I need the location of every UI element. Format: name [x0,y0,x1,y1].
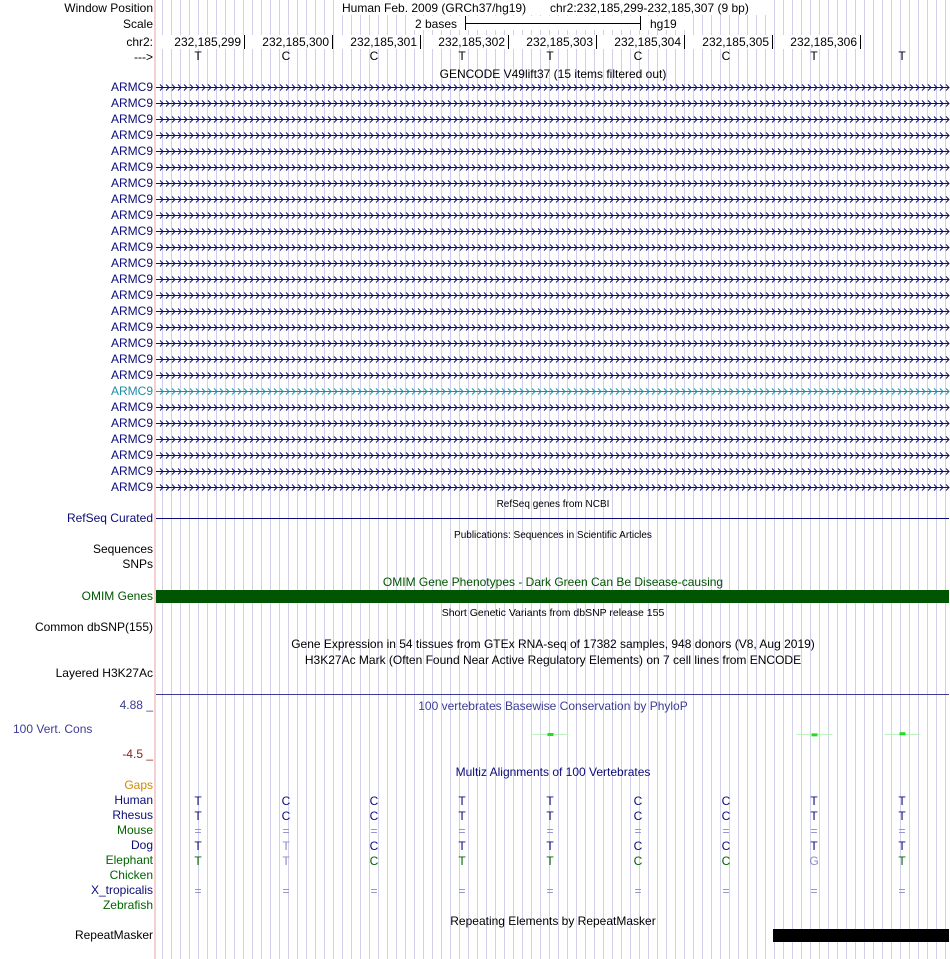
alignment-base: = [898,884,906,898]
gencode-transcript[interactable] [156,325,949,331]
chrom-label: chr2: [126,35,153,49]
species-label[interactable]: Mouse [116,823,153,837]
gencode-transcript[interactable] [156,101,949,107]
coordinate-label: 232,185,304 [614,35,681,49]
alignment-base: T [810,794,818,808]
alignment-base: = [546,824,554,838]
alignment-base: = [194,824,202,838]
window-position-label: Window Position [64,1,153,15]
alignment-base: C [633,794,643,808]
gencode-transcript[interactable] [156,261,949,267]
alignment-base: = [370,824,378,838]
alignment-base: = [546,884,554,898]
gencode-transcript[interactable] [156,485,949,491]
scale-text: 2 bases [415,17,458,31]
alignment-base: C [369,839,379,853]
gencode-gene-label[interactable]: ARMC9 [110,384,153,398]
alignment-base: = [634,884,642,898]
multiz-track-title[interactable]: Multiz Alignments of 100 Vertebrates [455,765,651,779]
alignment-base: T [810,839,818,853]
alignment-base: = [722,884,730,898]
gencode-gene-label[interactable]: ARMC9 [110,160,153,174]
gencode-gene-label[interactable]: ARMC9 [110,224,153,238]
alignment-base: T [458,839,466,853]
gencode-gene-label[interactable]: ARMC9 [110,208,153,222]
gencode-transcript[interactable] [156,293,949,299]
gencode-gene-label[interactable]: ARMC9 [110,240,153,254]
gencode-transcript[interactable] [156,117,949,123]
alignment-base: T [898,809,906,823]
alignment-base: T [282,839,290,853]
species-label[interactable]: Chicken [109,868,153,882]
coordinate-label: 232,185,299 [174,35,241,49]
omim-genes-label[interactable]: OMIM Genes [81,589,153,603]
coordinate-label: 232,185,300 [262,35,329,49]
alignment-base: T [194,809,202,823]
species-label[interactable]: Zebrafish [102,898,153,912]
scale-db: hg19 [650,17,677,31]
alignment-base: = [898,824,906,838]
conservation-bar [812,733,818,736]
reference-base: C [281,49,291,63]
alignment-base: T [546,854,554,868]
alignment-base: = [458,824,466,838]
gencode-gene-label[interactable]: ARMC9 [110,320,153,334]
omim-gene-bar [156,590,949,603]
gencode-track-title[interactable]: GENCODE V49lift37 (15 items filtered out) [439,67,667,81]
gencode-gene-label[interactable]: ARMC9 [110,256,153,270]
position-title[interactable]: chr2:232,185,299-232,185,307 (9 bp) [550,1,749,15]
refseq-track-title[interactable]: RefSeq genes from NCBI [496,499,610,510]
gencode-gene-label[interactable]: ARMC9 [110,96,153,110]
gencode-gene-label[interactable]: ARMC9 [110,480,153,494]
reference-base: C [721,49,731,63]
alignment-base: T [194,854,202,868]
gencode-transcript[interactable] [156,453,949,459]
gencode-transcript[interactable] [156,149,949,155]
alignment-base: C [721,794,731,808]
alignment-base: = [722,824,730,838]
alignment-base: = [282,884,290,898]
alignment-base: = [810,824,818,838]
repeatmasker-element [773,929,949,942]
reference-base: C [633,49,643,63]
gencode-transcript[interactable] [156,245,949,251]
alignment-base: = [634,824,642,838]
gencode-gene-label[interactable]: ARMC9 [110,80,153,94]
gaps-label[interactable]: Gaps [124,778,153,792]
reference-base: T [898,49,906,63]
alignment-base: T [898,839,906,853]
alignment-base: C [281,794,291,808]
gencode-gene-label[interactable]: ARMC9 [110,192,153,206]
species-label[interactable]: Elephant [105,853,153,867]
species-label[interactable]: Rhesus [112,808,153,822]
gencode-gene-label[interactable]: ARMC9 [110,416,153,430]
alignment-base: T [898,794,906,808]
coordinate-label: 232,185,303 [526,35,593,49]
alignment-base: = [810,884,818,898]
gencode-transcript[interactable] [156,133,949,139]
reference-base: T [810,49,818,63]
alignment-base: T [898,854,906,868]
gencode-gene-label[interactable]: ARMC9 [110,128,153,142]
sequences-label[interactable]: Sequences [92,542,153,556]
gencode-transcript[interactable] [156,389,949,395]
alignment-base: T [810,809,818,823]
gencode-transcript[interactable] [156,469,949,475]
coordinate-label: 232,185,302 [438,35,505,49]
gencode-gene-label[interactable]: ARMC9 [110,368,153,382]
gencode-transcript[interactable] [156,213,949,219]
alignment-base: C [369,794,379,808]
alignment-base: C [633,854,643,868]
gencode-gene-label[interactable]: ARMC9 [110,112,153,126]
alignment-base: C [633,809,643,823]
coordinate-label: 232,185,301 [350,35,417,49]
gencode-gene-label[interactable]: ARMC9 [110,400,153,414]
reference-base: T [546,49,554,63]
gencode-transcript[interactable] [156,437,949,443]
gencode-transcript[interactable] [156,357,949,363]
alignment-base: T [194,794,202,808]
gencode-transcript[interactable] [156,197,949,203]
alignment-base: C [369,809,379,823]
gencode-gene-label[interactable]: ARMC9 [110,464,153,478]
publications-track-title[interactable]: Publications: Sequences in Scientific Articles [454,530,652,541]
alignment-base: = [194,884,202,898]
repeatmasker-label[interactable]: RepeatMasker [74,928,153,942]
alignment-base: C [721,809,731,823]
omim-track-title[interactable]: OMIM Gene Phenotypes - Dark Green Can Be Disease-causing [382,575,724,589]
assembly-title: Human Feb. 2009 (GRCh37/hg19) [342,1,527,15]
alignment-base: C [281,809,291,823]
layered-h3k27ac-label[interactable]: Layered H3K27Ac [55,666,153,680]
alignment-base: T [546,839,554,853]
alignment-base: T [458,809,466,823]
alignment-base: T [282,854,290,868]
conservation-bar [900,732,906,735]
gencode-gene-label[interactable]: ARMC9 [110,432,153,446]
reference-base: T [194,49,202,63]
alignment-base: = [282,824,290,838]
alignment-base: = [458,884,466,898]
gencode-transcript[interactable] [156,341,949,347]
gencode-transcript[interactable] [156,229,949,235]
gencode-gene-label[interactable]: ARMC9 [110,336,153,350]
gencode-gene-label[interactable]: ARMC9 [110,288,153,302]
gencode-gene-label[interactable]: ARMC9 [110,448,153,462]
conservation-bar [548,733,554,736]
gencode-transcript[interactable] [156,405,949,411]
conservation-max-label: 4.88 _ [119,698,153,712]
conservation-label[interactable]: 100 Vert. Cons [13,722,93,736]
gencode-transcript[interactable] [156,277,949,283]
species-label[interactable]: Human [114,793,153,807]
alignment-base: T [546,794,554,808]
gencode-gene-label[interactable]: ARMC9 [110,176,153,190]
gencode-gene-label[interactable]: ARMC9 [110,304,153,318]
refseq-curated-label[interactable]: RefSeq Curated [66,511,153,525]
scale-label: Scale [122,17,153,31]
alignment-base: G [809,854,819,868]
conservation-track-title[interactable]: 100 vertebrates Basewise Conservation by PhyloP [418,699,688,713]
repeatmasker-track-title[interactable]: Repeating Elements by RepeatMasker [450,914,656,928]
alignment-base: C [721,839,731,853]
alignment-base: C [721,854,731,868]
alignment-base: C [369,854,379,868]
conservation-min-label: -4.5 _ [122,747,153,761]
alignment-base: T [458,854,466,868]
alignment-base: T [546,809,554,823]
species-label[interactable]: Dog [130,838,153,852]
coordinate-label: 232,185,305 [702,35,769,49]
alignment-base: = [370,884,378,898]
gencode-gene-label[interactable]: ARMC9 [110,144,153,158]
gencode-transcript[interactable] [156,181,949,187]
reference-base: C [369,49,379,63]
snps-label[interactable]: SNPs [122,557,153,571]
gencode-transcript[interactable] [156,309,949,315]
h3k27ac-track-title[interactable]: H3K27Ac Mark (Often Found Near Active Regulatory Elements) on 7 cell lines from ENCODE [304,653,802,667]
gencode-transcript[interactable] [156,421,949,427]
gencode-gene-label[interactable]: ARMC9 [110,352,153,366]
alignment-base: T [458,794,466,808]
gencode-transcript[interactable] [156,165,949,171]
species-label[interactable]: X_tropicalis [90,883,153,897]
gtex-track-title[interactable]: Gene Expression in 54 tissues from GTEx RNA-seq of 17382 samples, 948 donors (V8, Aug 2019) [291,637,815,651]
alignment-base: C [633,839,643,853]
gencode-transcript[interactable] [156,373,949,379]
gencode-gene-label[interactable]: ARMC9 [110,272,153,286]
alignment-base: T [194,839,202,853]
strand-label: ---> [134,50,153,64]
reference-base: T [458,49,466,63]
common-dbsnp-label[interactable]: Common dbSNP(155) [34,620,153,634]
coordinate-label: 232,185,306 [790,35,857,49]
gencode-transcript[interactable] [156,85,949,91]
dbsnp-track-title[interactable]: Short Genetic Variants from dbSNP release 155 [441,607,665,619]
